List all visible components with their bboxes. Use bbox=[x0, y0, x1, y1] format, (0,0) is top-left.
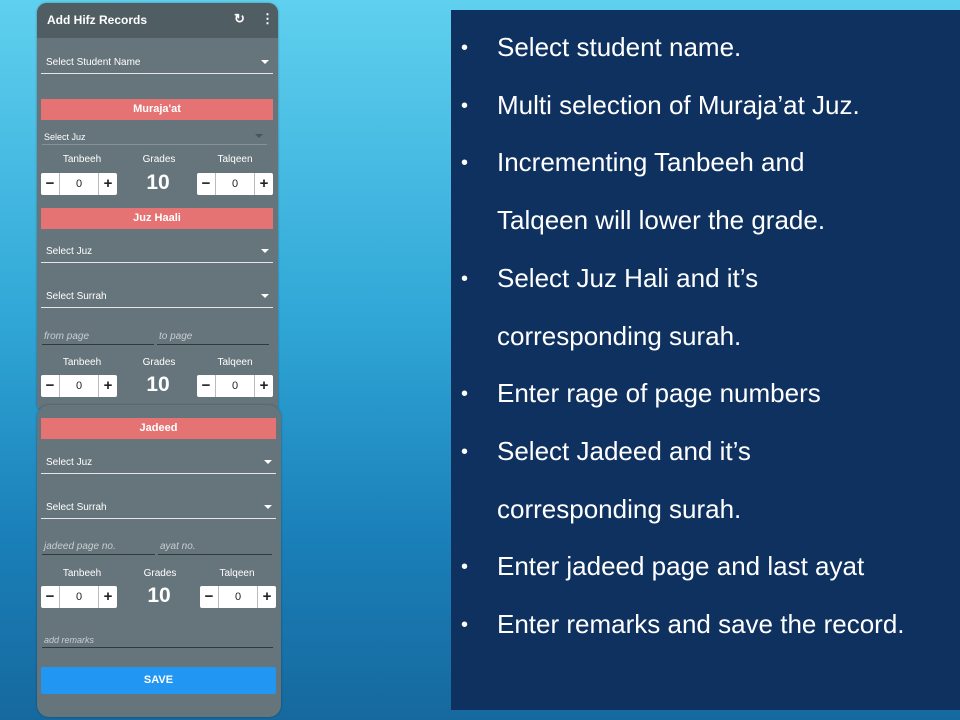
jadeed-tanbeeh-stepper bbox=[41, 586, 117, 608]
student-name-placeholder: Select Student Name bbox=[46, 57, 141, 68]
tanbeeh-value[interactable]: 0 bbox=[75, 591, 83, 603]
jadeed-surrah-dropdown[interactable] bbox=[41, 496, 276, 519]
jadeed-juz-dropdown[interactable] bbox=[41, 451, 276, 474]
phone-screen-bottom bbox=[37, 405, 281, 717]
talqeen-label: Talqeen bbox=[219, 568, 255, 579]
info-line: Enter remarks and save the record. bbox=[497, 609, 905, 639]
juz-haali-surrah-dropdown[interactable] bbox=[41, 285, 273, 308]
decrement-button[interactable]: − bbox=[41, 375, 60, 397]
app-bar bbox=[37, 3, 278, 38]
student-name-dropdown[interactable] bbox=[41, 51, 273, 74]
jadeed-talqeen-stepper bbox=[200, 586, 276, 608]
bullet-icon: • bbox=[461, 268, 469, 290]
increment-button[interactable]: + bbox=[254, 375, 273, 397]
bullet-icon: • bbox=[461, 152, 469, 174]
murajaat-juz-dropdown[interactable] bbox=[42, 127, 267, 145]
murajaat-juz-placeholder: Select Juz bbox=[44, 132, 86, 142]
grades-label: Grades bbox=[142, 357, 176, 368]
jadeed-page-placeholder: jadeed page no. bbox=[44, 541, 116, 552]
murajaat-talqeen-stepper bbox=[197, 173, 273, 195]
murajaat-banner: Muraja'at bbox=[41, 99, 273, 120]
increment-button[interactable]: + bbox=[98, 375, 117, 397]
bullet-icon: • bbox=[461, 95, 469, 117]
bullet-icon: • bbox=[461, 556, 469, 578]
juz-haali-juz-placeholder: Select Juz bbox=[46, 246, 93, 257]
remarks-placeholder: add remarks bbox=[44, 635, 95, 645]
dropdown-arrow-icon bbox=[261, 249, 269, 253]
juz-haali-juz-dropdown[interactable] bbox=[41, 240, 273, 263]
grades-label: Grades bbox=[142, 154, 176, 165]
bullet-icon: • bbox=[461, 383, 469, 405]
info-line: Enter jadeed page and last ayat bbox=[497, 551, 865, 581]
increment-button[interactable]: + bbox=[98, 586, 117, 608]
juz-haali-talqeen-stepper bbox=[197, 375, 273, 397]
info-line: Select student name. bbox=[497, 32, 742, 62]
to-page-placeholder: to page bbox=[159, 331, 193, 342]
bullet-icon: • bbox=[461, 37, 469, 59]
juz-haali-grade-value: 10 bbox=[146, 373, 170, 396]
info-line: Multi selection of Muraja’at Juz. bbox=[497, 90, 860, 120]
decrement-button[interactable]: − bbox=[200, 586, 219, 608]
save-button[interactable]: SAVE bbox=[41, 667, 276, 694]
tanbeeh-label: Tanbeeh bbox=[62, 154, 102, 165]
grades-label: Grades bbox=[143, 568, 177, 579]
dropdown-arrow-icon bbox=[261, 294, 269, 298]
tanbeeh-label: Tanbeeh bbox=[62, 568, 102, 579]
decrement-button[interactable]: − bbox=[41, 586, 60, 608]
juz-haali-surrah-placeholder: Select Surrah bbox=[46, 291, 107, 302]
info-panel bbox=[451, 10, 960, 710]
jadeed-banner: Jadeed bbox=[41, 418, 276, 439]
info-line: Talqeen will lower the grade. bbox=[497, 205, 826, 235]
info-line: Incrementing Tanbeeh and bbox=[497, 147, 805, 177]
app-title: Add Hifz Records bbox=[47, 13, 148, 27]
info-line: corresponding surah. bbox=[497, 494, 742, 524]
phone-screen-top bbox=[37, 3, 278, 408]
jadeed-juz-placeholder: Select Juz bbox=[46, 457, 93, 468]
dropdown-arrow-icon bbox=[261, 60, 269, 64]
tanbeeh-value[interactable]: 0 bbox=[75, 178, 83, 190]
from-page-input[interactable] bbox=[42, 328, 154, 345]
bullet-icon: • bbox=[461, 441, 469, 463]
juz-haali-tanbeeh-stepper bbox=[41, 375, 117, 397]
decrement-button[interactable]: − bbox=[197, 173, 216, 195]
increment-button[interactable]: + bbox=[257, 586, 276, 608]
juz-haali-banner: Juz Haali bbox=[41, 208, 273, 229]
refresh-icon[interactable]: ↻ bbox=[234, 11, 245, 26]
dropdown-arrow-icon bbox=[255, 134, 263, 138]
increment-button[interactable]: + bbox=[98, 173, 117, 195]
dropdown-arrow-icon bbox=[264, 460, 272, 464]
tanbeeh-value[interactable]: 0 bbox=[75, 380, 83, 392]
talqeen-value[interactable]: 0 bbox=[234, 591, 242, 603]
remarks-input[interactable] bbox=[42, 631, 273, 648]
talqeen-label: Talqeen bbox=[217, 357, 253, 368]
jadeed-surrah-placeholder: Select Surrah bbox=[46, 502, 107, 513]
to-page-input[interactable] bbox=[157, 328, 269, 345]
increment-button[interactable]: + bbox=[254, 173, 273, 195]
info-line: corresponding surah. bbox=[497, 321, 742, 351]
jadeed-page-input[interactable] bbox=[42, 538, 155, 555]
decrement-button[interactable]: − bbox=[41, 173, 60, 195]
info-line: Select Juz Hali and it’s bbox=[497, 263, 759, 293]
bullet-icon: • bbox=[461, 614, 469, 636]
decrement-button[interactable]: − bbox=[197, 375, 216, 397]
more-vert-icon[interactable]: ⋮ bbox=[261, 11, 274, 26]
tanbeeh-label: Tanbeeh bbox=[62, 357, 102, 368]
talqeen-label: Talqeen bbox=[217, 154, 253, 165]
murajaat-grade-value: 10 bbox=[146, 171, 170, 194]
ayat-input[interactable] bbox=[158, 538, 272, 555]
dropdown-arrow-icon bbox=[264, 505, 272, 509]
jadeed-grade-value: 10 bbox=[147, 584, 171, 607]
talqeen-value[interactable]: 0 bbox=[231, 178, 239, 190]
from-page-placeholder: from page bbox=[44, 331, 90, 342]
info-line: Select Jadeed and it’s bbox=[497, 436, 751, 466]
murajaat-tanbeeh-stepper bbox=[41, 173, 117, 195]
info-line: Enter rage of page numbers bbox=[497, 378, 821, 408]
ayat-placeholder: ayat no. bbox=[160, 541, 196, 552]
talqeen-value[interactable]: 0 bbox=[231, 380, 239, 392]
